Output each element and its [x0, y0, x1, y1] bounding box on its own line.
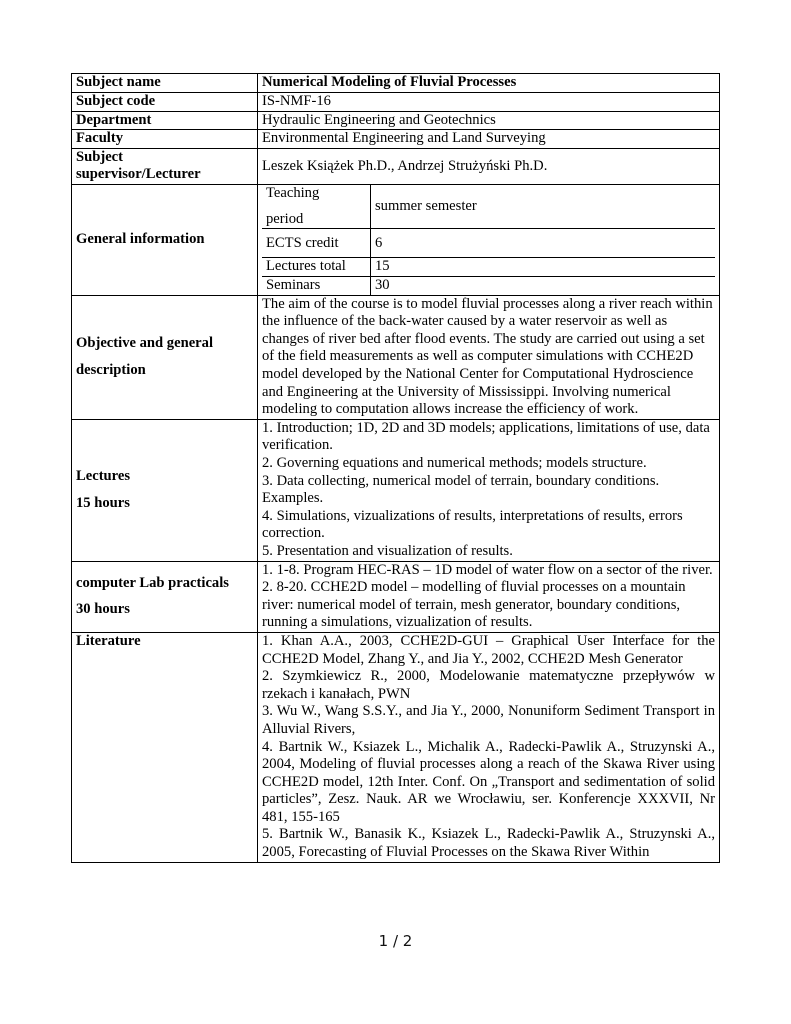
supervisor-label-line2: supervisor/Lecturer [76, 166, 201, 183]
objective-text: The aim of the course is to model fluvial processes along a river reach within the influence of the back-water caused by a water reservoir as well as changes of river bed after flood events. The study are carried out using a set of the field measurements as well as computer simulations with CCHE2D model developed by the National Center for Computational Hydroscience and Engineering at the University of Mississippi. Involving numerical modeling to computation allows increase the efficiency of work. [258, 295, 720, 419]
general-information-label: General information [72, 184, 258, 295]
faculty-label: Faculty [72, 130, 258, 149]
row-faculty [72, 130, 720, 149]
lecture-item: 5. Presentation and visualization of results. [262, 542, 513, 559]
objective-label [72, 295, 258, 419]
lectures-total-value: 15 [371, 258, 716, 277]
row-supervisor [72, 148, 720, 184]
supervisor-label-line1: Subject [76, 148, 124, 165]
lab-item: 2. 8-20. CCHE2D model – modelling of fluvial processes on a mountain river: numerical model of terrain, mesh generator, boundary conditions, running a simulations, vizualization of results. [262, 579, 686, 631]
literature-item: 1. Khan A.A., 2003, CCHE2D-GUI – Graphical User Interface for the CCHE2D Model, Zhang Y., and Jia Y., 2002, CCHE2D Mesh Generator [262, 632, 715, 667]
faculty-value: Environmental Engineering and Land Surveying [258, 130, 720, 149]
literature-label: Literature [72, 632, 258, 862]
row-subject-code [72, 93, 720, 112]
row-subject-name [72, 74, 720, 93]
teaching-period-label-line2: period [266, 210, 304, 227]
objective-label-line2: description [76, 361, 146, 378]
syllabus-table [71, 73, 720, 863]
department-label: Department [72, 111, 258, 130]
lab-label [72, 561, 258, 632]
subject-code-value: IS-NMF-16 [258, 93, 720, 112]
seminars-label: Seminars [262, 277, 371, 295]
ects-value: 6 [371, 229, 716, 258]
ects-label: ECTS credit [262, 229, 371, 258]
subject-code-label: Subject code [72, 93, 258, 112]
general-information-cell [258, 184, 720, 295]
literature-list [258, 632, 720, 862]
ects-row [262, 229, 715, 258]
row-general-information [72, 184, 720, 295]
lab-label-line2: 30 hours [76, 601, 130, 618]
seminars-row [262, 277, 715, 295]
department-value: Hydraulic Engineering and Geotechnics [258, 111, 720, 130]
literature-item: 3. Wu W., Wang S.S.Y., and Jia Y., 2000, Nonuniform Sediment Transport in Alluvial Rivers, [262, 703, 715, 737]
teaching-period-label-line1: Teaching [266, 185, 320, 202]
row-objective [72, 295, 720, 419]
teaching-period-row [262, 185, 715, 229]
supervisor-label [72, 148, 258, 184]
seminars-value: 30 [375, 277, 390, 294]
row-lectures [72, 419, 720, 561]
objective-label-line1: Objective and general [76, 335, 213, 352]
lecture-item: 3. Data collecting, numerical model of terrain, boundary conditions. Examples. [262, 472, 660, 507]
lectures-list [258, 419, 720, 561]
supervisor-value: Leszek Książek Ph.D., Andrzej Strużyński Ph.D. [258, 148, 720, 184]
row-lab [72, 561, 720, 632]
teaching-period-label [262, 185, 371, 229]
lectures-label-line2: 15 hours [76, 494, 130, 511]
lecture-item: 2. Governing equations and numerical methods; models structure. [262, 455, 647, 471]
subject-name-value: Numerical Modeling of Fluvial Processes [258, 74, 720, 93]
general-information-subtable [262, 185, 715, 295]
lab-item: 1. 1-8. Program HEC-RAS – 1D model of water flow on a sector of the river. [262, 561, 713, 578]
lab-list [258, 561, 720, 632]
literature-item: 4. Bartnik W., Ksiazek L., Michalik A., Radecki-Pawlik A., Struzynski A., 2004, Modeling of fluvial processes along a reach of the Skawa River using CCHE2D model, 12th Inter. Conf. On „Transport and sedimentation of solid particles”, Zesz. Nauk. AR we Wrocławiu, ser. Konferencje XXXVII, Nr 481, 155-165 [262, 738, 715, 825]
literature-item: 5. Bartnik W., Banasik K., Ksiazek L., Radecki-Pawlik A., Struzynski A., 2005, Forecasting of Fluvial Processes on the Skawa River Within [262, 826, 715, 861]
row-department [72, 111, 720, 130]
page-number: 1 / 2 [378, 932, 413, 950]
lecture-item: 1. Introduction; 1D, 2D and 3D models; applications, limitations of use, data verification. [262, 419, 710, 454]
lectures-label-line1: Lectures [76, 468, 131, 485]
row-literature [72, 632, 720, 862]
lectures-total-row [262, 258, 715, 277]
lecture-item: 4. Simulations, vizualizations of results, interpretations of results, errors correction. [262, 507, 683, 542]
subject-name-label: Subject name [72, 74, 258, 93]
literature-item: 2. Szymkiewicz R., 2000, Modelowanie matematyczne przepływów w rzekach i kanałach, PWN [262, 668, 715, 702]
lectures-total-label: Lectures total [262, 258, 371, 277]
lab-label-line1: computer Lab practicals [76, 574, 229, 591]
lectures-label [72, 419, 258, 561]
teaching-period-value: summer semester [371, 185, 716, 229]
